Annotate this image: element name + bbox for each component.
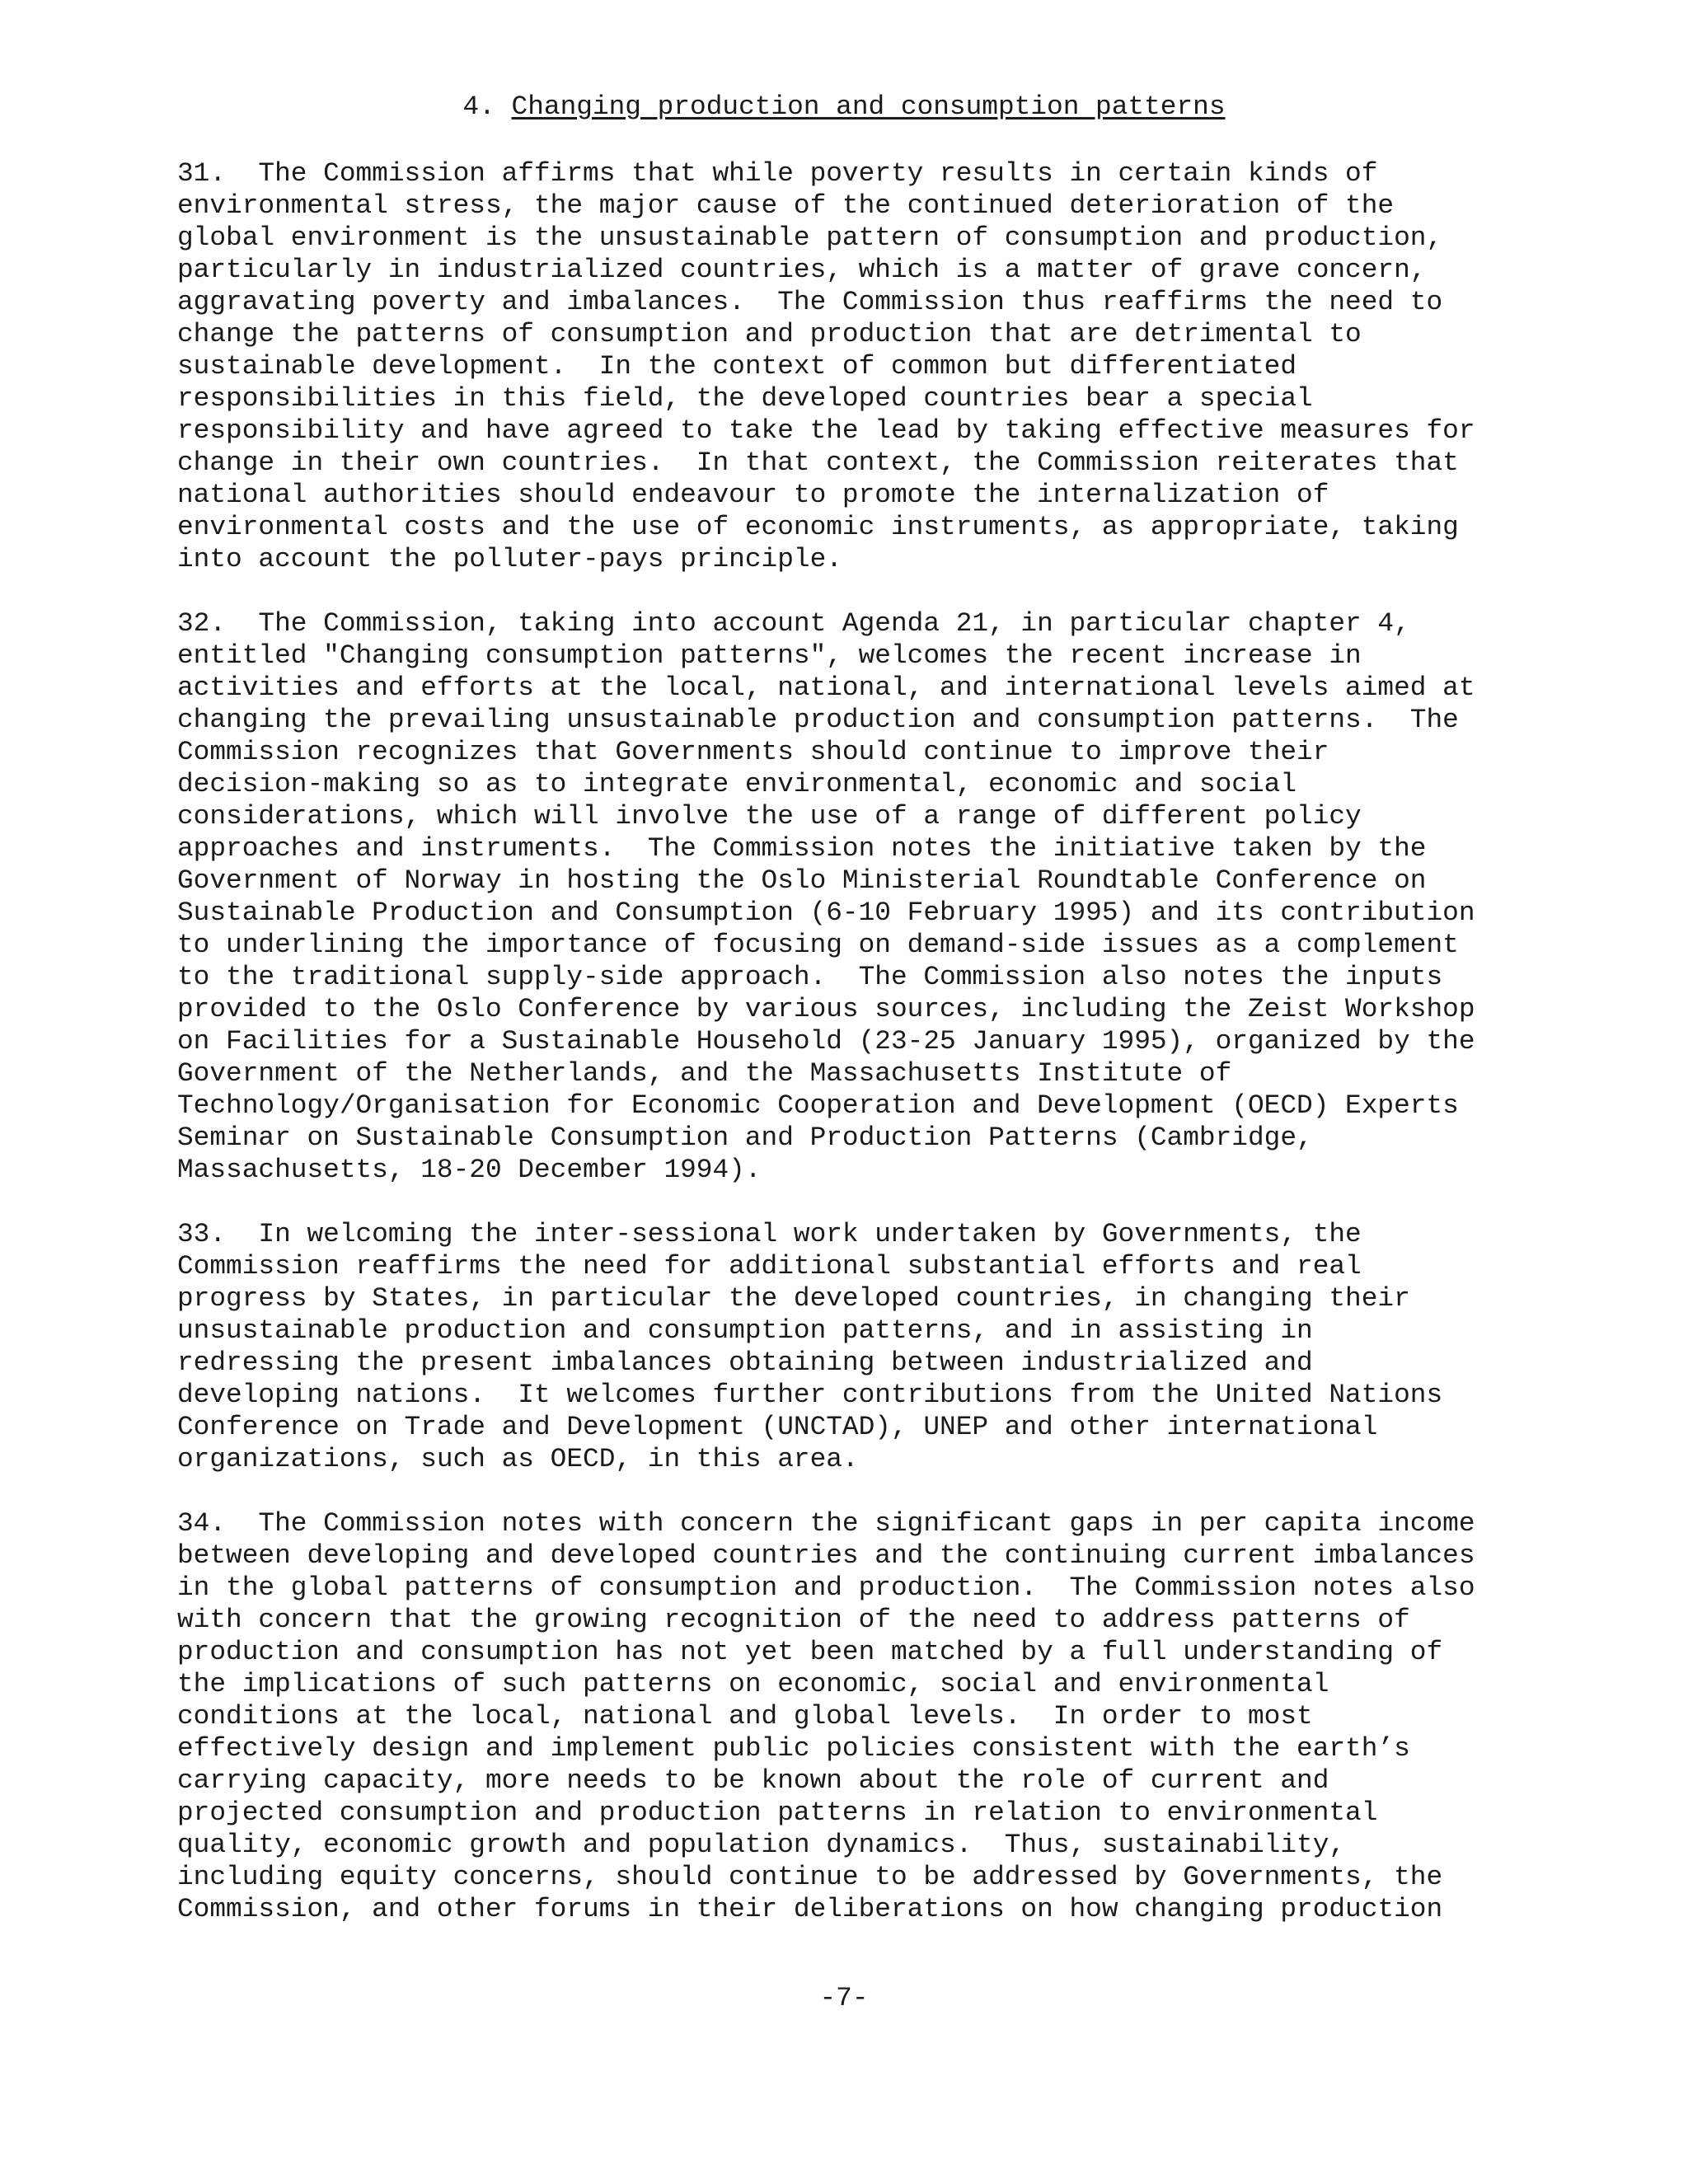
text-line: Massachusetts, 18-20 December 1994). <box>177 1155 762 1185</box>
text-line: effectively design and implement public policies consistent with the earth’s <box>177 1733 1410 1764</box>
text-line: 34. The Commission notes with concern the significant gaps in per capita income <box>177 1508 1475 1539</box>
paragraph-31 <box>177 157 1512 575</box>
text-line: Government of the Netherlands, and the Massachusetts Institute of <box>177 1058 1232 1089</box>
text-line: decision-making so as to integrate environmental, economic and social <box>177 769 1297 799</box>
text-line: organizations, such as OECD, in this area. <box>177 1444 859 1474</box>
text-line: to the traditional supply-side approach. The Commission also notes the inputs <box>177 962 1443 992</box>
text-line: Seminar on Sustainable Consumption and Production Patterns (Cambridge, <box>177 1122 1313 1153</box>
text-line: Commission reaffirms the need for additional substantial efforts and real <box>177 1251 1362 1282</box>
text-line: 32. The Commission, taking into account Agenda 21, in particular chapter 4, <box>177 608 1410 639</box>
text-line: activities and efforts at the local, national, and international levels aimed at <box>177 673 1475 703</box>
text-line: redressing the present imbalances obtaining between industrialized and <box>177 1347 1313 1378</box>
text-line: in the global patterns of consumption and production. The Commission notes also <box>177 1572 1475 1603</box>
text-line: change in their own countries. In that context, the Commission reiterates that <box>177 448 1459 478</box>
text-line: entitled "Changing consumption patterns", welcomes the recent increase in <box>177 640 1362 671</box>
paragraph-34 <box>177 1507 1512 1925</box>
text-line: environmental costs and the use of economic instruments, as appropriate, taking <box>177 512 1459 542</box>
text-line: provided to the Oslo Conference by various sources, including the Zeist Workshop <box>177 994 1475 1024</box>
text-line: Commission, and other forums in their deliberations on how changing production <box>177 1894 1443 1924</box>
text-line: carrying capacity, more needs to be known about the role of current and <box>177 1765 1329 1796</box>
text-line: responsibilities in this field, the developed countries bear a special <box>177 383 1313 414</box>
text-line: Technology/Organisation for Economic Cooperation and Development (OECD) Experts <box>177 1090 1459 1121</box>
text-line: Sustainable Production and Consumption (6-10 February 1995) and its contribution <box>177 898 1475 928</box>
text-line: the implications of such patterns on economic, social and environmental <box>177 1669 1329 1699</box>
text-line: Government of Norway in hosting the Oslo Ministerial Roundtable Conference on <box>177 865 1427 896</box>
text-line: projected consumption and production patterns in relation to environmental <box>177 1797 1378 1828</box>
paragraph-33 <box>177 1218 1512 1475</box>
text-line: between developing and developed countries and the continuing current imbalances <box>177 1540 1475 1571</box>
paragraph-32 <box>177 607 1512 1186</box>
section-title: Changing production and consumption patterns <box>511 91 1226 122</box>
text-line: developing nations. It welcomes further contributions from the United Nations <box>177 1380 1443 1410</box>
text-line: particularly in industrialized countries, which is a matter of grave concern, <box>177 255 1427 285</box>
text-line: change the patterns of consumption and production that are detrimental to <box>177 319 1362 349</box>
text-line: to underlining the importance of focusing on demand-side issues as a complement <box>177 930 1459 960</box>
text-line: sustainable development. In the context of common but differentiated <box>177 351 1297 382</box>
text-line: environmental stress, the major cause of the continued deterioration of the <box>177 190 1395 221</box>
text-line: national authorities should endeavour to promote the internalization of <box>177 480 1329 510</box>
text-line: 31. The Commission affirms that while poverty results in certain kinds of <box>177 158 1378 189</box>
text-line: progress by States, in particular the developed countries, in changing their <box>177 1283 1410 1314</box>
section-number: 4. <box>462 91 495 122</box>
text-line: Commission recognizes that Governments should continue to improve their <box>177 737 1329 767</box>
text-line: 33. In welcoming the inter-sessional work undertaken by Governments, the <box>177 1219 1362 1249</box>
text-line: into account the polluter-pays principle. <box>177 544 842 574</box>
text-line: aggravating poverty and imbalances. The Commission thus reaffirms the need to <box>177 287 1443 317</box>
text-line: global environment is the unsustainable pattern of consumption and production, <box>177 223 1443 253</box>
section-heading <box>0 91 1688 124</box>
text-line: unsustainable production and consumption patterns, and in assisting in <box>177 1315 1313 1346</box>
text-line: conditions at the local, national and global levels. In order to most <box>177 1701 1313 1732</box>
page-number: -7- <box>819 1983 869 2013</box>
text-line: responsibility and have agreed to take the lead by taking effective measures for <box>177 415 1475 446</box>
text-line: on Facilities for a Sustainable Household (23-25 January 1995), organized by the <box>177 1026 1475 1057</box>
text-line: Conference on Trade and Development (UNCTAD), UNEP and other international <box>177 1412 1378 1442</box>
text-line: production and consumption has not yet been matched by a full understanding of <box>177 1637 1443 1667</box>
text-line: changing the prevailing unsustainable production and consumption patterns. The <box>177 705 1459 735</box>
text-line: quality, economic growth and population dynamics. Thus, sustainability, <box>177 1830 1346 1860</box>
text-line: including equity concerns, should continue to be addressed by Governments, the <box>177 1862 1443 1892</box>
text-line: approaches and instruments. The Commission notes the initiative taken by the <box>177 833 1427 864</box>
text-line: considerations, which will involve the use of a range of different policy <box>177 801 1362 832</box>
text-line: with concern that the growing recognition of the need to address patterns of <box>177 1605 1410 1635</box>
